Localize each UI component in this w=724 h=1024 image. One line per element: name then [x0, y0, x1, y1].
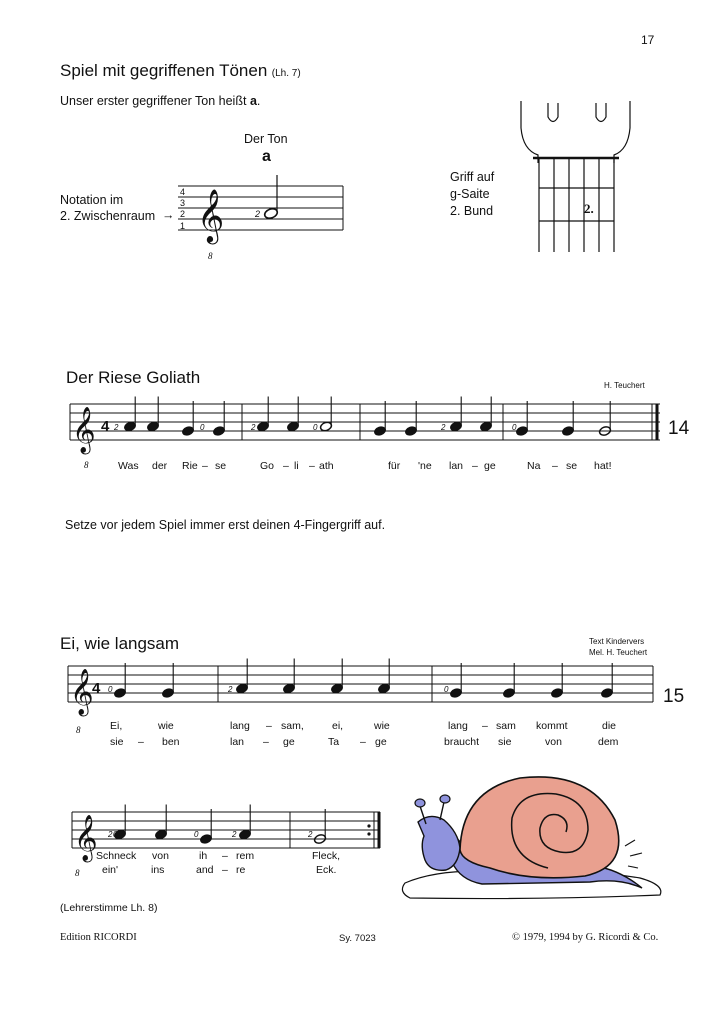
- finger-number: 0: [108, 685, 113, 694]
- lyric-syllable: –: [222, 864, 228, 876]
- lyric-syllable: lan: [449, 460, 464, 472]
- lyric-syllable: ge: [375, 736, 387, 748]
- lyric-syllable: se: [566, 460, 578, 472]
- svg-text:𝄞: 𝄞: [197, 188, 225, 242]
- fret-label: 2.: [584, 201, 594, 216]
- staff-line-number: 4: [180, 187, 186, 197]
- svg-text:𝄞: 𝄞: [72, 407, 96, 453]
- quarter-note: [154, 805, 167, 841]
- half-note: [319, 397, 332, 433]
- lyric-syllable: Rie: [182, 460, 198, 472]
- treble-clef-icon: [72, 407, 96, 470]
- lyric-syllable: kommt: [536, 720, 568, 732]
- svg-text:𝄞: 𝄞: [74, 815, 98, 861]
- lyric-syllable: sam,: [281, 720, 304, 732]
- section-title-text: Spiel mit gegriffenen Tönen: [60, 61, 268, 80]
- lyric-syllable: hat!: [594, 460, 612, 472]
- finger-number: 0: [113, 830, 118, 839]
- lyric-syllable: –: [222, 850, 228, 862]
- quarter-note: [282, 659, 295, 695]
- lyric-syllable: se: [215, 460, 227, 472]
- lyric-syllable: –: [138, 736, 144, 748]
- grip-line1: Griff auf: [450, 170, 495, 184]
- lyric-syllable: dem: [598, 736, 619, 748]
- finger-number: 2: [255, 209, 261, 219]
- quarter-note: [199, 809, 212, 845]
- lyric-syllable: ge: [484, 460, 496, 472]
- finger-number: 2: [308, 830, 313, 839]
- song14-time-signature: 4: [101, 418, 110, 435]
- quarter-note: [449, 397, 462, 433]
- lyric-syllable: li: [294, 460, 299, 472]
- lyric-syllable: wie: [374, 720, 390, 732]
- finger-number: 0: [313, 423, 318, 432]
- finger-number: 2: [232, 830, 237, 839]
- finger-number: 2: [114, 423, 119, 432]
- lyric-syllable: –: [552, 460, 558, 472]
- lyric-syllable: lang: [448, 720, 468, 732]
- song14-composer: H. Teuchert: [604, 381, 645, 390]
- lyric-syllable: rem: [236, 850, 255, 862]
- finger-number: 0: [512, 423, 517, 432]
- quarter-note: [449, 663, 462, 699]
- song14-number: 14: [668, 418, 690, 439]
- lyric-syllable: re: [236, 864, 246, 876]
- finger-number: 2: [228, 685, 233, 694]
- lyric-syllable: von: [545, 736, 562, 748]
- lyric-syllable: lan: [230, 736, 245, 748]
- staff-line-number: 3: [180, 198, 186, 208]
- lyric-syllable: Fleck,: [312, 850, 341, 862]
- lyric-syllable: ih: [199, 850, 208, 862]
- svg-text:𝄞: 𝄞: [70, 669, 94, 715]
- page-number: 17: [641, 33, 655, 47]
- song15-time-signature: 4: [92, 680, 101, 697]
- quarter-note: [550, 663, 563, 699]
- footer-copyright: © 1979, 1994 by G. Ricordi & Co.: [512, 932, 659, 943]
- quarter-note: [377, 659, 390, 695]
- lyric-syllable: ein': [102, 864, 119, 876]
- finger-number: 0: [200, 423, 205, 432]
- staff-line-number: 1: [180, 221, 186, 231]
- lyric-syllable: –: [482, 720, 488, 732]
- lyric-syllable: braucht: [444, 736, 480, 748]
- quarter-note: [330, 659, 343, 695]
- quarter-note: [515, 401, 528, 437]
- lyric-syllable: Ei,: [110, 720, 123, 732]
- lyric-syllable: ei,: [332, 720, 344, 732]
- grip-line3: 2. Bund: [450, 204, 494, 218]
- lyric-syllable: –: [202, 460, 208, 472]
- quarter-note: [600, 663, 613, 699]
- song15-number: 15: [663, 686, 685, 707]
- svg-text:8: 8: [76, 725, 81, 735]
- song15-credit-melody: Mel. H. Teuchert: [589, 648, 648, 657]
- lyric-syllable: and: [196, 864, 214, 876]
- lyric-syllable: –: [309, 460, 315, 472]
- notation-line1: Notation im: [60, 193, 124, 207]
- treble-clef-icon: [74, 815, 98, 878]
- quarter-note: [238, 805, 251, 841]
- lyric-syllable: die: [602, 720, 617, 732]
- lyric-syllable: –: [283, 460, 289, 472]
- lyric-syllable: –: [360, 736, 366, 748]
- quarter-note: [161, 663, 174, 699]
- quarter-note: [146, 397, 159, 433]
- finger-number: 2: [441, 423, 446, 432]
- footer-catalog: Sy. 7023: [339, 933, 376, 944]
- lyric-syllable: wie: [158, 720, 174, 732]
- footnote: (Lehrerstimme Lh. 8): [60, 902, 158, 914]
- lyric-syllable: Na: [527, 460, 541, 472]
- lyric-syllable: Schneck: [96, 850, 137, 862]
- quarter-note: [181, 401, 194, 437]
- finger-number: 0: [194, 830, 199, 839]
- lyric-syllable: der: [152, 460, 168, 472]
- quarter-note: [123, 397, 136, 433]
- quarter-note: [404, 401, 417, 437]
- lyric-syllable: Was: [118, 460, 139, 472]
- intro-text: Unser erster gegriffener Ton heißt: [60, 94, 247, 108]
- tone-name: a: [262, 148, 271, 165]
- lyric-syllable: sie: [110, 736, 124, 748]
- quarter-note: [373, 401, 386, 437]
- lyric-syllable: Go: [260, 460, 275, 472]
- svg-text:8: 8: [75, 868, 80, 878]
- grip-line2: g-Saite: [450, 187, 490, 201]
- quarter-note: [235, 659, 248, 695]
- fretboard-diagram: [521, 101, 630, 252]
- finger-number: 0: [444, 685, 449, 694]
- lyric-syllable: Eck.: [316, 864, 337, 876]
- treble-clef-icon: [197, 188, 224, 261]
- intro-note: a: [249, 94, 257, 108]
- lyric-syllable: ath: [319, 460, 334, 472]
- quarter-note: [479, 397, 492, 433]
- song15-staff-2: [72, 812, 380, 848]
- footer-publisher: Edition RICORDI: [60, 932, 137, 943]
- svg-text:8: 8: [208, 251, 213, 261]
- notation-line2: 2. Zwischenraum: [60, 209, 156, 223]
- lyric-syllable: ben: [162, 736, 180, 748]
- song14-title: Der Riese Goliath: [66, 368, 201, 387]
- lyric-syllable: für: [388, 460, 401, 472]
- lyric-syllable: sie: [498, 736, 512, 748]
- finger-number: 2: [108, 830, 113, 839]
- instruction-text: Setze vor jedem Spiel immer erst deinen 4-Fingergriff auf.: [65, 518, 386, 532]
- arrow-icon: →: [162, 208, 175, 222]
- staff-line-number: 2: [180, 209, 186, 219]
- lyric-syllable: –: [472, 460, 478, 472]
- treble-clef-icon: [70, 669, 94, 735]
- lyric-syllable: von: [152, 850, 169, 862]
- lyric-syllable: sam: [496, 720, 516, 732]
- quarter-note: [561, 401, 574, 437]
- finger-number: 2: [251, 423, 256, 432]
- quarter-note: [286, 397, 299, 433]
- tone-label: Der Ton: [244, 132, 288, 146]
- section-title-ref: (Lh. 7): [271, 68, 301, 79]
- quarter-note: [212, 401, 225, 437]
- lyric-syllable: 'ne: [418, 460, 432, 472]
- lyric-syllable: ge: [283, 736, 295, 748]
- svg-text:8: 8: [84, 460, 89, 470]
- lyric-syllable: lang: [230, 720, 250, 732]
- song15-credit-text: Text Kindervers: [589, 637, 645, 646]
- song15-title: Ei, wie langsam: [60, 634, 180, 653]
- intro-line: Unser erster gegriffener Ton heißt a.: [60, 94, 261, 108]
- quarter-note: [113, 663, 126, 699]
- quarter-note: [502, 663, 515, 699]
- lyric-syllable: ins: [151, 864, 165, 876]
- lyric-syllable: –: [266, 720, 272, 732]
- song15-staff-1: [68, 666, 653, 702]
- lyric-syllable: –: [263, 736, 269, 748]
- lyric-syllable: Ta: [328, 736, 340, 748]
- quarter-note: [256, 397, 269, 433]
- snail-illustration: [402, 777, 660, 899]
